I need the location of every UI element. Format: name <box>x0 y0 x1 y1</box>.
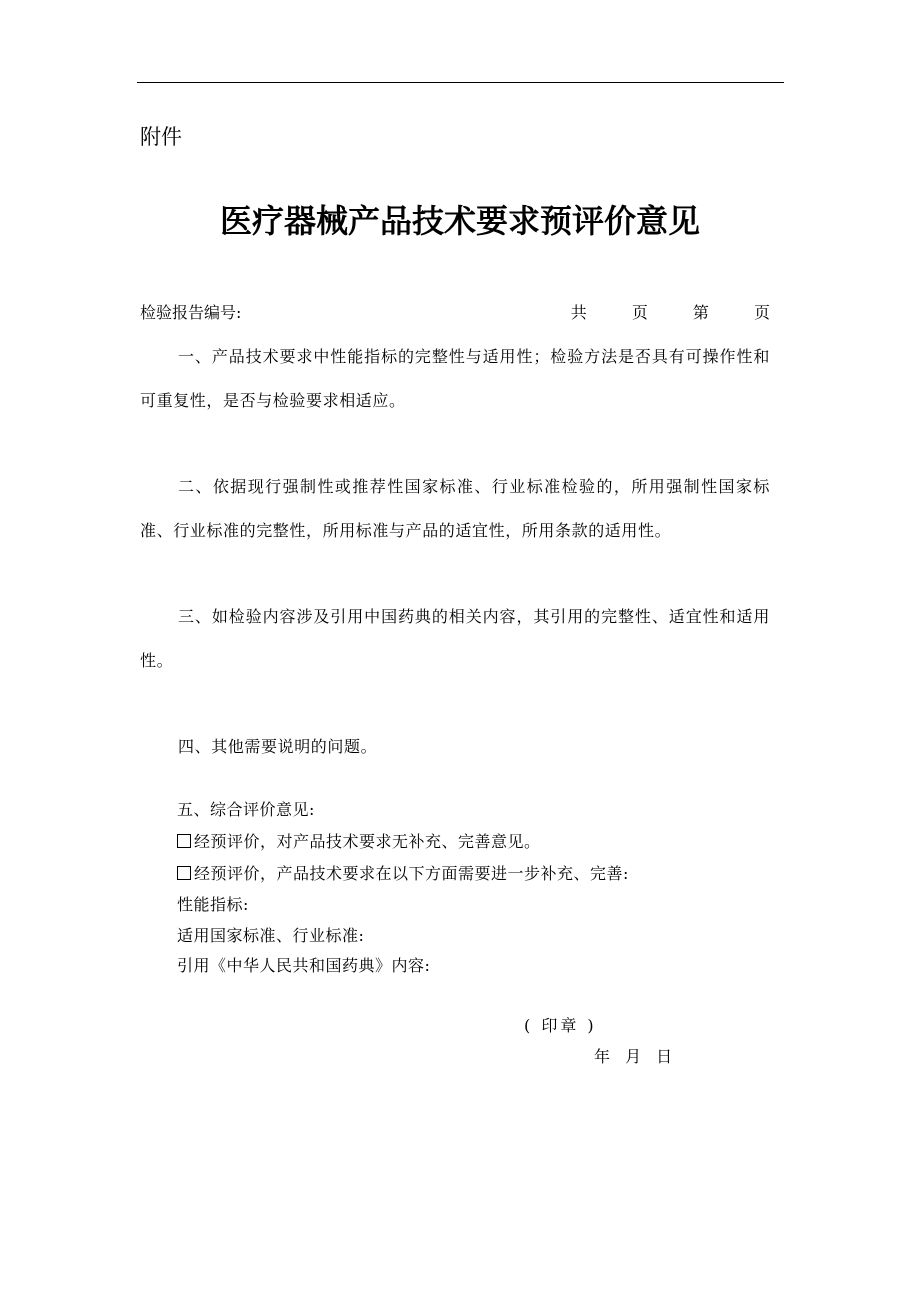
option-no-supplement <box>177 829 541 855</box>
performance-indicators-label: 性能指标: <box>177 895 249 914</box>
report-number-label: 检验报告编号: <box>140 303 242 322</box>
checkbox-no-supplement[interactable] <box>177 834 191 848</box>
document-title: 医疗器械产品技术要求预评价意见 <box>219 202 700 240</box>
option-supplement <box>177 861 629 887</box>
applicable-standards-label: 适用国家标准、行业标准: <box>177 926 365 945</box>
section-3-paragraph: 三、如检验内容涉及引用中国药典的相关内容，其引用的完整性、适宜性和适用性。 <box>140 607 770 670</box>
header-rule <box>137 82 784 83</box>
attachment-label: 附件 <box>140 125 182 149</box>
option-supplement-label: 经预评价，产品技术要求在以下方面需要进一步补充、完善: <box>194 864 629 883</box>
page-count: 共 页 第 页 <box>570 303 790 322</box>
report-info-row <box>140 300 790 326</box>
summary-heading: 五、综合评价意见: <box>177 800 315 819</box>
seal-label: ( 印章 ) <box>524 1016 597 1035</box>
pharmacopoeia-content-label: 引用《中华人民共和国药典》内容: <box>177 956 431 975</box>
checkbox-supplement[interactable] <box>177 866 191 880</box>
option-no-supplement-label: 经预评价，对产品技术要求无补充、完善意见。 <box>194 832 541 851</box>
date-label: 年 月 日 <box>594 1047 675 1066</box>
section-1-paragraph: 一、产品技术要求中性能指标的完整性与适用性；检验方法是否具有可操作性和可重复性，是否与检验要求相适应。 <box>140 347 770 410</box>
section-4-paragraph: 四、其他需要说明的问题。 <box>178 737 378 756</box>
section-2-paragraph: 二、依据现行强制性或推荐性国家标准、行业标准检验的，所用强制性国家标准、行业标准的完整性，所用标准与产品的适宜性，所用条款的适用性。 <box>140 477 770 540</box>
